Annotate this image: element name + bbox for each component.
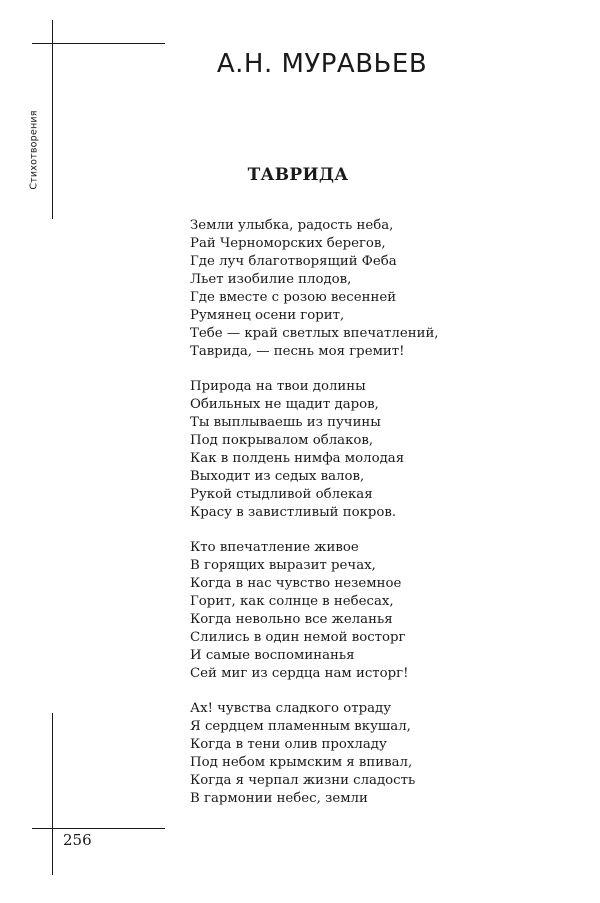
verse-line: Сей миг из сердца нам исторг!: [190, 666, 409, 681]
verse-line: Кто впечатление живое: [190, 540, 359, 555]
verse-line: Где вместе с розою весенней: [190, 290, 397, 305]
verse-line: Обильных не щадит даров,: [190, 397, 379, 412]
verse-line: Ах! чувства сладкого отраду: [190, 701, 392, 716]
verse-line: Под небом крымским я впивал,: [190, 755, 413, 770]
verse-line: В горящих выразит речах,: [190, 558, 376, 573]
verse-line: Рай Черноморских берегов,: [190, 236, 386, 251]
author-heading: А.Н. МУРАВЬЕВ: [216, 49, 428, 79]
stanza-4: [190, 700, 570, 808]
running-head: Стихотворения: [28, 110, 40, 190]
verse-line: Тебе — край светлых впечатлений,: [190, 326, 439, 341]
verse-line: Таврида, — песнь моя гремит!: [190, 344, 405, 359]
verse-line: Румянец осени горит,: [190, 308, 345, 323]
verse-line: Рукой стыдливой облекая: [190, 487, 373, 502]
poem-title: ТАВРИДА: [247, 165, 349, 185]
stanza-1: [190, 217, 570, 361]
verse-line: Я сердцем пламенным вкушал,: [190, 719, 411, 734]
verse-line: Природа на твои долины: [190, 379, 366, 394]
verse-line: Как в полдень нимфа молодая: [190, 451, 405, 466]
stanza-2: [190, 378, 570, 522]
verse-line: Где луч благотворящий Феба: [190, 254, 397, 269]
verse-line: Красу в завистливый покров.: [190, 505, 397, 520]
verse-line: Слились в один немой восторг: [190, 630, 406, 645]
verse-line: И самые воспоминанья: [190, 648, 355, 663]
verse-line: Ты выплываешь из пучины: [190, 415, 381, 430]
verse-line: В гармонии небес, земли: [190, 791, 368, 806]
verse-line: Когда в нас чувство неземное: [190, 576, 402, 591]
verse-line: Горит, как солнце в небесах,: [190, 594, 394, 609]
page-number: 256: [63, 831, 92, 849]
stanza-3: [190, 539, 570, 683]
verse-line: Когда в тени олив прохладу: [190, 737, 387, 752]
verse-line: Когда я черпал жизни сладость: [190, 773, 416, 788]
verse-line: Земли улыбка, радость неба,: [190, 218, 394, 233]
top-vertical-rule: [52, 20, 53, 219]
verse-line: Выходит из седых валов,: [190, 469, 365, 484]
verse-line: Когда невольно все желанья: [190, 612, 393, 627]
verse-line: Льет изобилие плодов,: [190, 272, 352, 287]
poem-body: [190, 217, 570, 825]
verse-line: Под покрывалом облаков,: [190, 433, 374, 448]
bottom-vertical-rule: [52, 713, 53, 875]
